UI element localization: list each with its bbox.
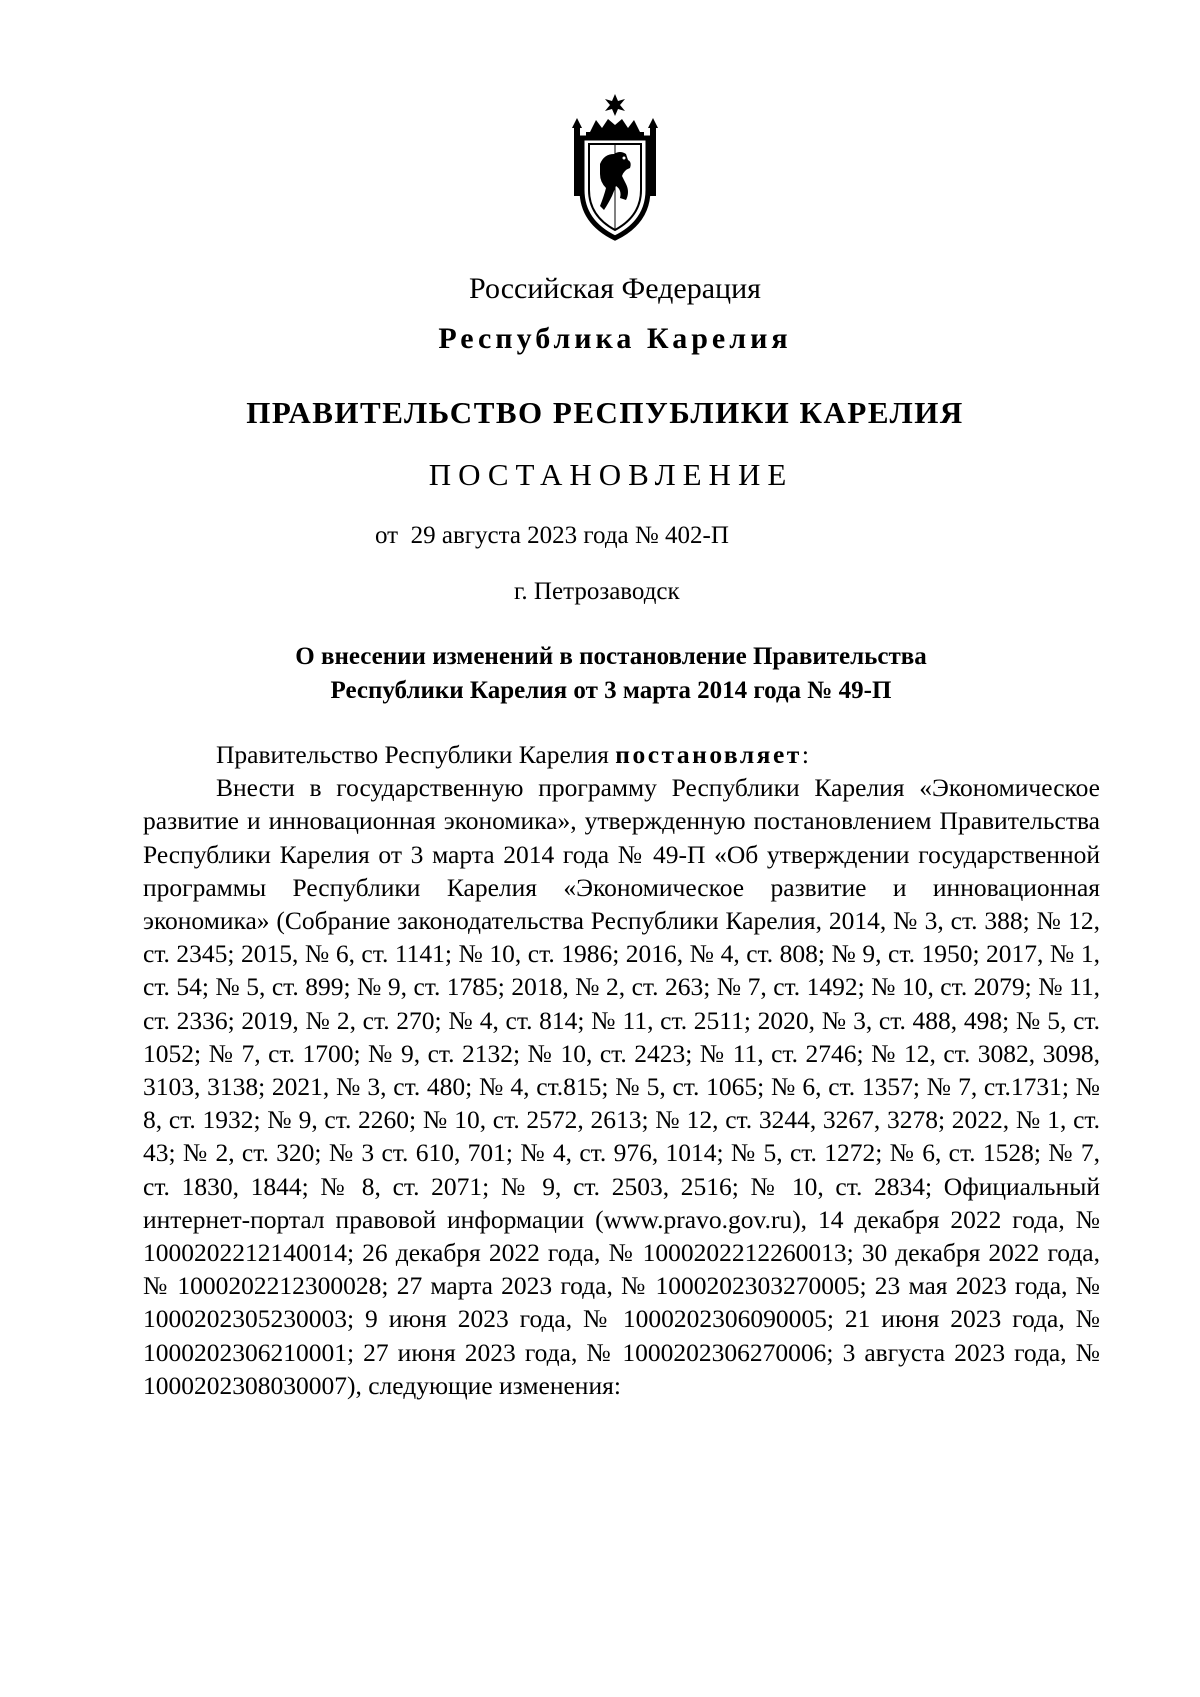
karelia-coat-of-arms-icon: [560, 92, 670, 242]
country-name: Российская Федерация: [469, 272, 761, 305]
main-paragraph: Внести в государственную программу Республики Карелия «Экономическое развитие и инновационная экономика», утвержденную постановлением Правительства Республики Карелия от 3 марта 2014 года № 49-П «Об утверждении государственной программы Республики Карелия «Экономическое развитие и инновационная экономика» (Собрание законодательства Республики Карелия, 2014, № 3, ст. 388; № 12, ст. 2345; 2015, № 6, ст. 1141; № 10, ст. 1986; 2016, № 4, ст. 808; № 9, ст. 1950; 2017, № 1, ст. 54; № 5, ст. 899; № 9, ст. 1785; 2018, № 2, ст. 263; № 7, ст. 1492; № 10, ст. 2079; № 11, ст. 2336; 2019, № 2, ст. 270; № 4, ст. 814; № 11, ст. 2511; 2020, № 3, ст. 488, 498; № 5, ст. 1052; № 7, ст. 1700; № 9, ст. 2132; № 10, ст. 2423; № 11, ст. 2746; № 12, ст. 3082, 3098, 3103, 3138; 2021, № 3, ст. 480; № 4, ст.815; № 5, ст. 1065; № 6, ст. 1357; № 7, ст.1731; № 8, ст. 1932; № 9, ст. 2260; № 10, ст. 2572, 2613; № 12, ст. 3244, 3267, 3278; 2022, № 1, ст. 43; № 2, ст. 320; № 3 ст. 610, 701; № 4, ст. 976, 1014; № 5, ст. 1272; № 6, ст. 1528; № 7, ст. 1830, 1844; № 8, ст. 2071; № 9, ст. 2503, 2516; № 10, ст. 2834; Официальный интернет-портал правовой информации (www.pravo.gov.ru), 14 декабря 2022 года, № 1000202212140014; 26 декабря 2022 года, № 1000202212260013; 30 декабря 2022 года, № 1000202212300028; 27 марта 2023 года, № 1000202303270005; 23 мая 2023 года, № 1000202305230003; 9 июня 2023 года, № 1000202306090005; 21 июня 2023 года, № 1000202306210001; 27 июня 2023 года, № 1000202306270006; 3 августа 2023 года, № 1000202308030007), следующие изменения:: [143, 773, 1100, 1400]
preamble-colon: :: [801, 740, 809, 769]
document-city: г. Петрозаводск: [514, 578, 680, 605]
subject-line-2: Республики Карелия от 3 марта 2014 года № 49-П: [330, 677, 892, 704]
government-title: ПРАВИТЕЛЬСТВО РЕСПУБЛИКИ КАРЕЛИЯ: [246, 395, 964, 430]
preamble: [143, 738, 1100, 771]
document-type: ПОСТАНОВЛЕНИЕ: [428, 457, 794, 492]
subject-line-1: О внесении изменений в постановление Правительства: [295, 643, 927, 670]
document-date-number: от 29 августа 2023 года № 402-П: [375, 522, 729, 549]
preamble-verb: постановляет: [615, 740, 802, 769]
document-subject: [0, 640, 1200, 708]
republic-name: Республика Карелия: [438, 322, 792, 355]
preamble-text: Правительство Республики Карелия: [216, 740, 616, 769]
document-body: [143, 738, 1100, 1402]
